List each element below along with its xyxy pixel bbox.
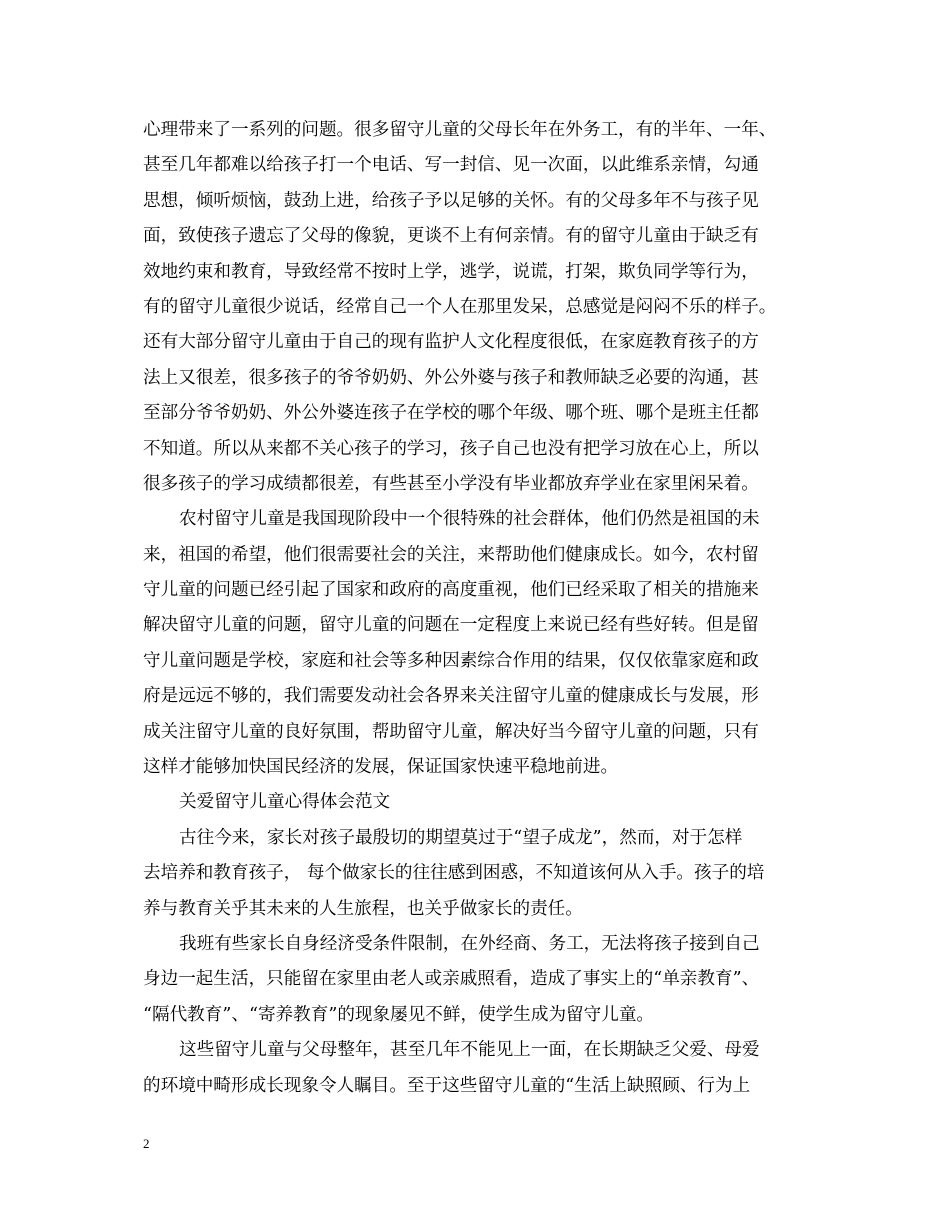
- text-line: “隔代教育”、“寄养教育”的现象屡见不鲜，使学生成为留守儿童。: [143, 1004, 655, 1025]
- text-line: 还有大部分留守儿童由于自己的现有监护人文化程度很低，在家庭教育孩子的方: [143, 332, 759, 353]
- text-line: 这样才能够加快国民经济的发展，保证国家快速平稳地前进。: [143, 757, 619, 778]
- text-line: 我班有些家长自身经济受条件限制，在外经商、务工，无法将孩子接到自己: [179, 933, 760, 954]
- text-line: 府是远远不够的，我们需要发动社会各界来关注留守儿童的健康成长与发展，形: [143, 686, 759, 707]
- document-body: [143, 113, 813, 1104]
- text-line: 很多孩子的学习成绩都很差，有些甚至小学没有毕业都放弃学业在家里闲呆着。: [143, 473, 759, 494]
- text-line: 这些留守儿童与父母整年，甚至几年不能见上一面，在长期缺乏父爱、母爱: [179, 1040, 760, 1061]
- text-line: 效地约束和教育，导致经常不按时上学，逃学，说谎，打架，欺负同学等行为，: [143, 261, 759, 282]
- text-line: 成关注留守儿童的良好氛围，帮助留守儿童，解决好当今留守儿童的问题，只有: [143, 721, 759, 742]
- text-line: 面，致使孩子遗忘了父母的像貌，更谈不上有何亲情。有的留守儿童由于缺乏有: [143, 226, 759, 247]
- text-line: 守儿童的问题已经引起了国家和政府的高度重视，他们已经采取了相关的措施来: [143, 580, 759, 601]
- text-line: 的环境中畸形成长现象令人瞩目。至于这些留守儿童的“生活上缺照顾、行为上: [143, 1075, 751, 1096]
- text-line: 心理带来了一系列的问题。很多留守儿童的父母长年在外务工，有的半年、一年、: [143, 120, 777, 140]
- text-line: 思想，倾听烦恼，鼓劲上进，给孩子予以足够的关怀。有的父母多年不与孩子见: [143, 190, 759, 211]
- page-number: 2: [143, 1136, 150, 1151]
- text-line: 至部分爷爷奶奶、外公外婆连孩子在学校的哪个年级、哪个班、哪个是班主任都: [143, 403, 759, 424]
- text-line: 关爱留守儿童心得体会范文: [179, 792, 391, 813]
- text-line: 养与教育关乎其未来的人生旅程，也关乎做家长的责任。: [143, 898, 583, 919]
- text-line: 甚至几年都难以给孩子打一个电话、写一封信、见一次面，以此维系亲情，勾通: [143, 155, 759, 176]
- text-line: 身边一起生活，只能留在家里由老人或亲戚照看，造成了事实上的“单亲教育”、: [143, 969, 760, 990]
- text-line: 古往今来，家长对孩子最殷切的期望莫过于“望子成龙”，然而，对于怎样: [179, 827, 743, 848]
- text-line: 解决留守儿童的问题，留守儿童的问题在一定程度上来说已经有些好转。但是留: [143, 615, 759, 636]
- text-line: 农村留守儿童是我国现阶段中一个很特殊的社会群体，他们仍然是祖国的未: [179, 509, 760, 530]
- text-line: 守儿童问题是学校，家庭和社会等多种因素综合作用的结果，仅仅依靠家庭和政: [143, 650, 759, 671]
- text-line: 去培养和教育孩子， 每个做家长的往往感到困惑，不知道该何从入手。孩子的培: [143, 863, 765, 884]
- text-line: 不知道。所以从来都不关心孩子的学习，孩子自己也没有把学习放在心上，所以: [143, 438, 759, 459]
- text-line: 来，祖国的希望，他们很需要社会的关注，来帮助他们健康成长。如今，农村留: [143, 544, 759, 565]
- text-line: 法上又很差，很多孩子的爷爷奶奶、外公外婆与孩子和教师缺乏必要的沟通，甚: [143, 367, 759, 388]
- text-line: 有的留守儿童很少说话，经常自己一个人在那里发呆，总感觉是闷闷不乐的样子。: [143, 296, 777, 317]
